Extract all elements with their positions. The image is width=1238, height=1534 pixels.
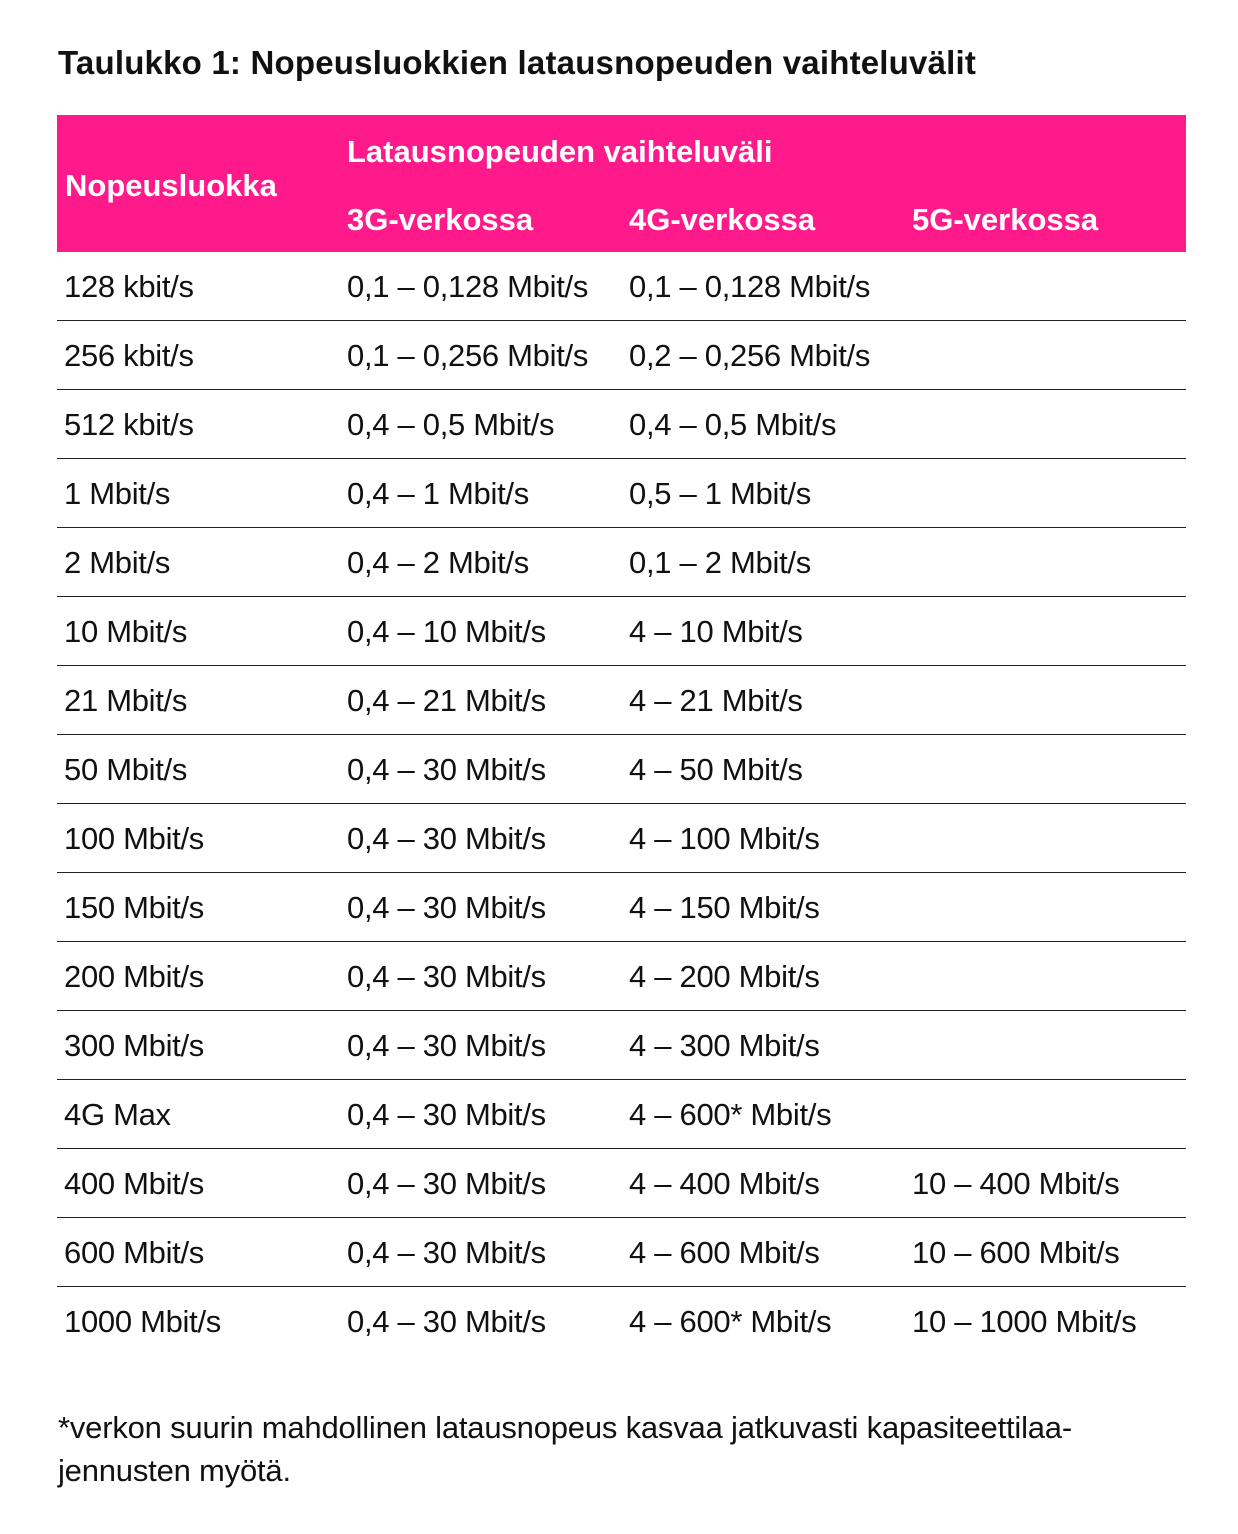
footnote: *verkon suurin mahdollinen latausnopeus kasvaa jatkuvasti kapasiteettilaajennusten myötä. (58, 1410, 1073, 1488)
cell-3g-range: 0,4 – 30 Mbit/s (347, 890, 546, 925)
cell-3g-range: 0,4 – 30 Mbit/s (347, 959, 546, 994)
cell-speed-class: 150 Mbit/s (64, 890, 205, 925)
cell-speed-class: 2 Mbit/s (64, 545, 171, 580)
cell-4g-range: 4 – 150 Mbit/s (629, 890, 820, 925)
cell-speed-class: 10 Mbit/s (64, 614, 188, 649)
cell-4g-range: 0,1 – 2 Mbit/s (629, 545, 811, 580)
cell-3g-range: 0,4 – 30 Mbit/s (347, 752, 546, 787)
cell-speed-class: 128 kbit/s (64, 269, 194, 304)
cell-4g-range: 4 – 600 Mbit/s (629, 1235, 820, 1270)
cell-speed-class: 1 Mbit/s (64, 476, 171, 511)
table-row (57, 873, 1186, 942)
table-row (57, 666, 1186, 735)
cell-3g-range: 0,1 – 0,256 Mbit/s (347, 338, 589, 373)
cell-3g-range: 0,4 – 1 Mbit/s (347, 476, 529, 511)
cell-4g-range: 0,5 – 1 Mbit/s (629, 476, 811, 511)
table-row (57, 459, 1186, 528)
cell-3g-range: 0,4 – 30 Mbit/s (347, 821, 546, 856)
cell-speed-class: 1000 Mbit/s (64, 1304, 221, 1339)
cell-3g-range: 0,4 – 21 Mbit/s (347, 683, 546, 718)
cell-4g-range: 4 – 50 Mbit/s (629, 752, 803, 787)
table-row (57, 1287, 1186, 1355)
cell-5g-range: 10 – 600 Mbit/s (912, 1235, 1120, 1270)
cell-3g-range: 0,4 – 30 Mbit/s (347, 1166, 546, 1201)
table-row (57, 528, 1186, 597)
cell-3g-range: 0,4 – 30 Mbit/s (347, 1097, 546, 1132)
cell-4g-range: 0,2 – 0,256 Mbit/s (629, 338, 871, 373)
table-row (57, 804, 1186, 873)
cell-speed-class: 512 kbit/s (64, 407, 194, 442)
table-row (57, 942, 1186, 1011)
table-row (57, 1080, 1186, 1149)
cell-speed-class: 600 Mbit/s (64, 1235, 205, 1270)
table-header (57, 115, 1186, 252)
table-row (57, 1218, 1186, 1287)
cell-4g-range: 4 – 10 Mbit/s (629, 614, 803, 649)
cell-speed-class: 21 Mbit/s (64, 683, 188, 718)
cell-4g-range: 0,4 – 0,5 Mbit/s (629, 407, 837, 442)
cell-speed-class: 400 Mbit/s (64, 1166, 205, 1201)
header-5g: 5G-verkossa (912, 202, 1099, 237)
cell-4g-range: 4 – 600* Mbit/s (629, 1097, 832, 1132)
speed-class-table (57, 115, 1186, 1355)
header-4g: 4G-verkossa (629, 202, 816, 237)
table-row (57, 321, 1186, 390)
table-row (57, 1149, 1186, 1218)
page-title: Taulukko 1: Nopeusluokkien latausnopeuden vaihteluvälit (58, 44, 977, 81)
cell-4g-range: 4 – 300 Mbit/s (629, 1028, 820, 1063)
cell-speed-class: 256 kbit/s (64, 338, 194, 373)
cell-5g-range: 10 – 400 Mbit/s (912, 1166, 1120, 1201)
cell-3g-range: 0,4 – 30 Mbit/s (347, 1304, 546, 1339)
cell-3g-range: 0,1 – 0,128 Mbit/s (347, 269, 589, 304)
header-range-group: Latausnopeuden vaihteluväli (347, 134, 773, 169)
cell-4g-range: 4 – 100 Mbit/s (629, 821, 820, 856)
cell-3g-range: 0,4 – 2 Mbit/s (347, 545, 529, 580)
table-body (57, 252, 1186, 1355)
cell-speed-class: 200 Mbit/s (64, 959, 205, 994)
cell-4g-range: 0,1 – 0,128 Mbit/s (629, 269, 871, 304)
cell-speed-class: 50 Mbit/s (64, 752, 188, 787)
table-row (57, 1011, 1186, 1080)
table-row (57, 252, 1186, 321)
cell-3g-range: 0,4 – 30 Mbit/s (347, 1028, 546, 1063)
cell-4g-range: 4 – 200 Mbit/s (629, 959, 820, 994)
header-3g: 3G-verkossa (347, 202, 534, 237)
cell-3g-range: 0,4 – 30 Mbit/s (347, 1235, 546, 1270)
cell-5g-range: 10 – 1000 Mbit/s (912, 1304, 1137, 1339)
table-row (57, 390, 1186, 459)
cell-speed-class: 100 Mbit/s (64, 821, 205, 856)
cell-3g-range: 0,4 – 0,5 Mbit/s (347, 407, 555, 442)
cell-3g-range: 0,4 – 10 Mbit/s (347, 614, 546, 649)
cell-4g-range: 4 – 400 Mbit/s (629, 1166, 820, 1201)
cell-speed-class: 300 Mbit/s (64, 1028, 205, 1063)
cell-4g-range: 4 – 600* Mbit/s (629, 1304, 832, 1339)
cell-4g-range: 4 – 21 Mbit/s (629, 683, 803, 718)
cell-speed-class: 4G Max (64, 1097, 171, 1132)
table-row (57, 735, 1186, 804)
table-row (57, 597, 1186, 666)
header-speed-class: Nopeusluokka (65, 168, 277, 203)
